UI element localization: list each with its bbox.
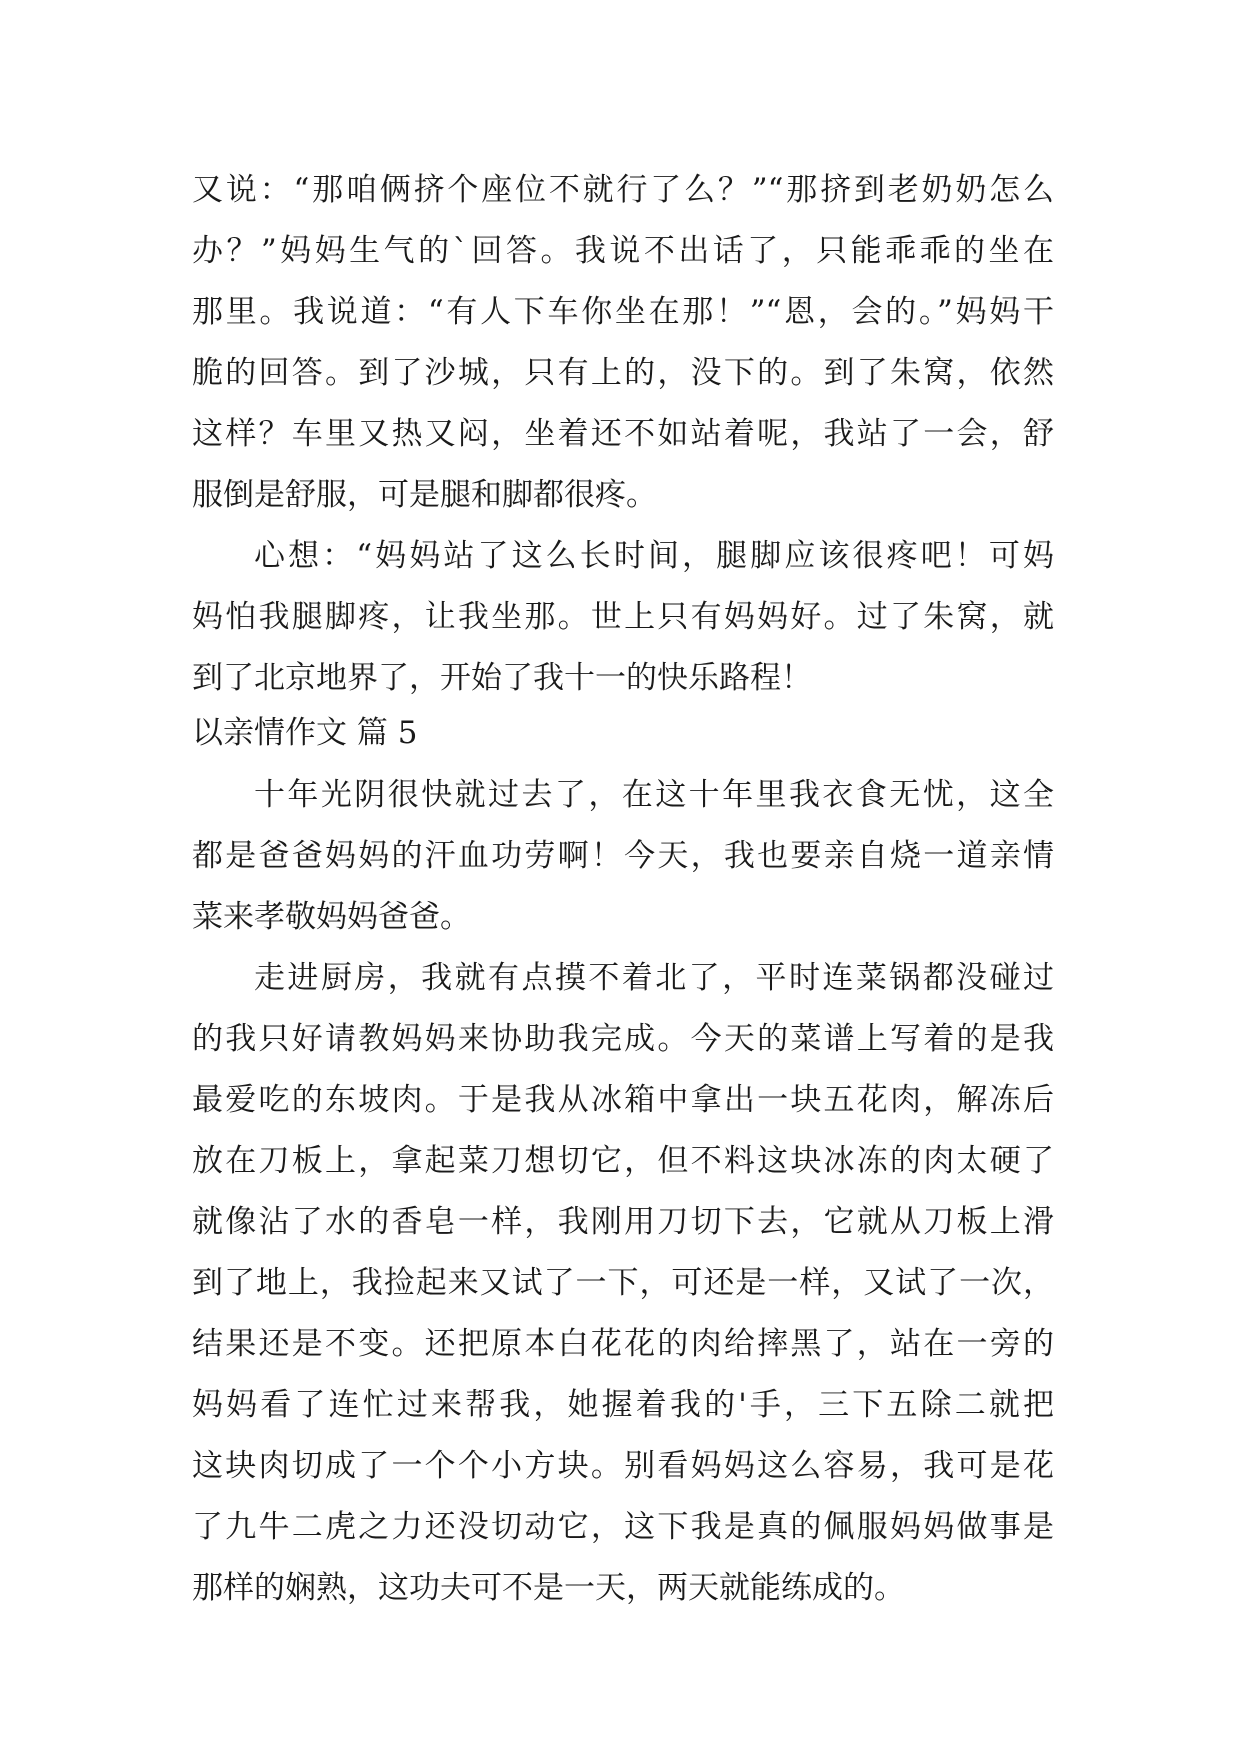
- text-line: 都是爸爸妈妈的汗血功劳啊！今天，我也要亲自烧一道亲情: [192, 838, 1054, 874]
- text-line: 心想：“妈妈站了这么长时间，腿脚应该很疼吧！可妈: [254, 538, 1054, 574]
- text-line: 妈怕我腿脚疼，让我坐那。世上只有妈妈好。过了朱窝，就: [192, 599, 1054, 635]
- text-line: 十年光阴很快就过去了，在这十年里我衣食无忧，这全: [254, 777, 1054, 813]
- text-line: 办？”妈妈生气的`回答。我说不出话了，只能乖乖的坐在: [192, 233, 1054, 269]
- text-line: 就像沾了水的香皂一样，我刚用刀切下去，它就从刀板上滑: [192, 1204, 1054, 1240]
- text-line: 放在刀板上，拿起菜刀想切它，但不料这块冰冻的肉太硬了: [192, 1143, 1054, 1179]
- text-line: 这块肉切成了一个个小方块。别看妈妈这么容易，我可是花: [192, 1448, 1054, 1484]
- text-line: 这样？车里又热又闷，坐着还不如站着呢，我站了一会，舒: [192, 416, 1054, 452]
- text-line: 的我只好请教妈妈来协助我完成。今天的菜谱上写着的是我: [192, 1021, 1054, 1057]
- section-heading: 以亲情作文 篇 5: [192, 715, 418, 751]
- text-line: 菜来孝敬妈妈爸爸。: [192, 899, 471, 935]
- text-line: 那样的娴熟，这功夫可不是一天，两天就能练成的。: [192, 1570, 905, 1606]
- text-line: 到了北京地界了，开始了我十一的快乐路程！: [192, 660, 812, 696]
- text-line: 服倒是舒服，可是腿和脚都很疼。: [192, 477, 657, 513]
- text-line: 又说：“那咱俩挤个座位不就行了么？”“那挤到老奶奶怎么: [192, 172, 1054, 208]
- document-body: [192, 160, 1054, 1619]
- text-line: 到了地上，我捡起来又试了一下，可还是一样，又试了一次，: [192, 1265, 1054, 1301]
- text-line: 走进厨房，我就有点摸不着北了，平时连菜锅都没碰过: [254, 960, 1054, 996]
- text-line: 结果还是不变。还把原本白花花的肉给摔黑了，站在一旁的: [192, 1326, 1054, 1362]
- text-line: 脆的回答。到了沙城，只有上的，没下的。到了朱窝，依然: [192, 355, 1054, 391]
- text-line: 最爱吃的东坡肉。于是我从冰箱中拿出一块五花肉，解冻后: [192, 1082, 1054, 1118]
- text-line: 了九牛二虎之力还没切动它，这下我是真的佩服妈妈做事是: [192, 1509, 1054, 1545]
- text-line: 妈妈看了连忙过来帮我，她握着我的'手，三下五除二就把: [192, 1387, 1054, 1423]
- text-line: 那里。我说道：“有人下车你坐在那！”“恩，会的。”妈妈干: [192, 294, 1054, 330]
